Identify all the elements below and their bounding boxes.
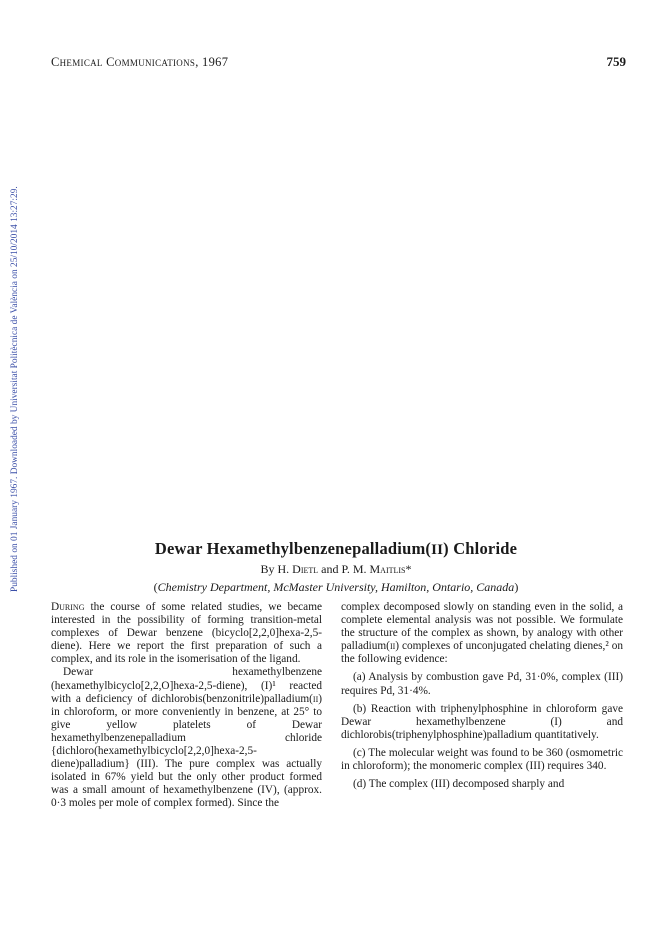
running-head: Chemical Communications, 1967 xyxy=(51,55,229,69)
evidence-item-c: (c) The molecular weight was found to be 360 (osmometric in chloroform); the monomeric complex (III) requires 340. xyxy=(341,746,623,773)
title-part-1: Dewar Hexamethylbenzenepalladium( xyxy=(154,539,432,558)
article-title xyxy=(0,539,672,559)
paragraph-synthesis-text-b: ) in chloroform, or more conveniently in benzene, at 25° to give yellow platelets of Dewar hexamethylbenzenepalladium chloride {dichloro(hexamethylbicyclo[2,2,0]hexa-2,5-diene)palladium} (III). The pure complex was actually isolated in 67% yield but the only other product formed was a small amount of hexamethylbenzene (IV), (approx. 0·3 moles per mole of complex formed). Since the xyxy=(51,692,322,810)
author-name-2: Maitlis xyxy=(369,562,406,576)
page-number: 759 xyxy=(606,54,626,69)
paragraph-structure-text-b: ) complexes of unconjugated chelating dienes,² on the following evidence: xyxy=(341,640,623,666)
right-column xyxy=(341,601,623,791)
paragraph-lead-word: During xyxy=(51,601,85,613)
left-column xyxy=(51,601,322,811)
paragraph-structure-text-a: complex decomposed slowly on standing even in the solid, a complete elemental analysis was not possible. We formulate the structure of the complex as shown, by analogy with other palladium( xyxy=(341,601,623,653)
oxidation-state-label: ii xyxy=(312,692,319,705)
title-oxidation-state: II xyxy=(431,542,444,558)
evidence-item-d: (d) The complex (III) decomposed sharply and xyxy=(353,778,565,791)
paragraph-intro xyxy=(51,601,322,666)
corresponding-mark: * xyxy=(405,562,412,576)
download-watermark-text: Published on 01 January 1967. Downloaded by Universitat Politècnica de València on 25/10/2014 13:27:29. xyxy=(10,186,20,592)
affiliation-text: Chemistry Department, McMaster University, Hamilton, Ontario, Canada xyxy=(157,580,515,594)
paragraph-intro-text: the course of some related studies, we became interested in the possibility of forming transition-metal complexes of Dewar benzene (bicyclo[2,2,0]hexa-2,5-diene). Here we report the first preparation of such a complex, and its role in the isomerisation of the ligand. xyxy=(51,601,322,666)
affiliation xyxy=(0,580,672,595)
paragraph-structure xyxy=(341,601,623,666)
author-name-1: Dietl xyxy=(292,562,319,576)
oxidation-state-label: ii xyxy=(389,640,396,653)
author-by: By H. xyxy=(260,562,293,576)
evidence-item-a: (a) Analysis by combustion gave Pd, 31·0%, complex (III) requires Pd, 31·4%. xyxy=(341,671,623,697)
author-and: and P. M. xyxy=(318,562,370,576)
title-part-2: ) Chloride xyxy=(443,539,518,558)
affiliation-open-paren: ( xyxy=(153,580,158,594)
paragraph-synthesis xyxy=(51,666,322,810)
paragraph-synthesis-text-a: Dewar hexamethylbenzene (hexamethylbicyclo[2,2,O]hexa-2,5-diene), (I)¹ reacted with a deficiency of dichlorobis(benzonitrile)palladium( xyxy=(51,666,322,705)
evidence-item-b: (b) Reaction with triphenylphosphine in chloroform gave Dewar hexamethylbenzene (I) and dichlorobis(triphenylphosphine)palladium quantitatively. xyxy=(341,702,623,741)
download-watermark xyxy=(8,122,20,592)
affiliation-close-paren: ) xyxy=(514,580,519,594)
author-line xyxy=(0,562,672,577)
